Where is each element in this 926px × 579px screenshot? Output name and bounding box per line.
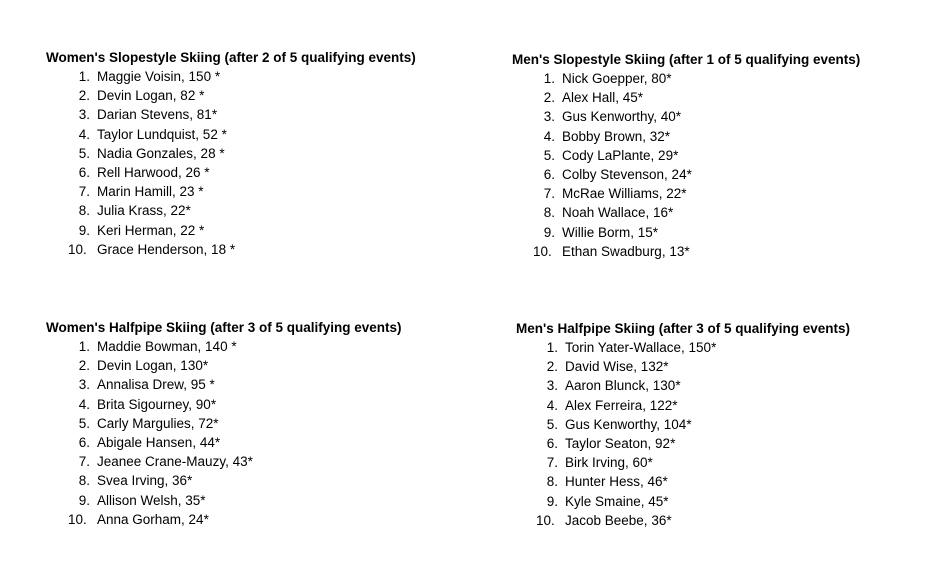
- athlete-entry: Cody LaPlante, 29*: [562, 147, 679, 163]
- list-item: [533, 69, 860, 88]
- list-item: [536, 453, 850, 472]
- women-halfpipe-section: [46, 320, 402, 529]
- athlete-entry: Alex Hall, 45*: [562, 90, 644, 106]
- men-halfpipe-title: Men's Halfpipe Skiing (after 3 of 5 qualifying events): [516, 321, 851, 336]
- list-item: [68, 491, 402, 510]
- rank-number: 9.: [78, 492, 90, 508]
- athlete-entry: Abigale Hansen, 44*: [97, 434, 221, 450]
- list-item: [536, 434, 850, 453]
- rank-number: 4.: [78, 396, 90, 412]
- athlete-entry: Noah Wallace, 16*: [562, 205, 674, 221]
- rank-number: 1.: [78, 339, 90, 354]
- rank-number: 9.: [543, 224, 555, 240]
- rank-number: 10.: [68, 511, 87, 527]
- list-item: [533, 107, 860, 126]
- athlete-entry: Marin Hamill, 23 *: [97, 184, 204, 200]
- list-item: [533, 242, 860, 261]
- rank-number: 5.: [78, 145, 90, 161]
- rank-number: 3.: [78, 377, 90, 393]
- athlete-entry: Alex Ferreira, 122*: [565, 397, 678, 413]
- list-item: [68, 452, 402, 471]
- list-item: [68, 356, 402, 375]
- athlete-entry: Allison Welsh, 35*: [97, 492, 206, 508]
- rank-number: 6.: [78, 434, 90, 450]
- list-item: [68, 414, 402, 433]
- list-item: [536, 376, 850, 395]
- list-item: [68, 67, 416, 86]
- list-item: [68, 221, 416, 240]
- list-item: [68, 125, 416, 144]
- rank-number: 2.: [546, 359, 558, 375]
- athlete-entry: Nick Goepper, 80*: [562, 71, 672, 86]
- athlete-entry: David Wise, 132*: [565, 359, 669, 375]
- rank-number: 2.: [543, 90, 555, 106]
- athlete-entry: Maddie Bowman, 140 *: [97, 339, 237, 354]
- list-item: [68, 201, 416, 220]
- rank-number: 2.: [78, 88, 90, 104]
- rank-number: 10.: [536, 512, 555, 528]
- rank-number: 8.: [546, 474, 558, 490]
- list-item: [533, 223, 860, 242]
- rank-number: 9.: [78, 222, 90, 238]
- list-item: [533, 203, 860, 222]
- men-halfpipe-list: [516, 338, 850, 530]
- list-item: [533, 165, 860, 184]
- athlete-entry: Devin Logan, 82 *: [97, 88, 205, 104]
- athlete-entry: Carly Margulies, 72*: [97, 415, 219, 431]
- list-item: [536, 396, 850, 415]
- rank-number: 2.: [78, 358, 90, 374]
- list-item: [533, 146, 860, 165]
- women-halfpipe-title: Women's Halfpipe Skiing (after 3 of 5 qualifying events): [46, 320, 402, 335]
- athlete-entry: Colby Stevenson, 24*: [562, 166, 692, 182]
- list-item: [68, 337, 402, 356]
- rank-number: 1.: [543, 71, 555, 86]
- rank-number: 10.: [533, 243, 552, 259]
- rank-number: 4.: [78, 126, 90, 142]
- athlete-entry: Taylor Seaton, 92*: [565, 435, 676, 451]
- list-item: [68, 105, 416, 124]
- list-item: [536, 338, 850, 357]
- rank-number: 4.: [543, 128, 555, 144]
- athlete-entry: Darian Stevens, 81*: [97, 107, 218, 123]
- list-item: [533, 88, 860, 107]
- list-item: [536, 415, 850, 434]
- list-item: [68, 471, 402, 490]
- athlete-entry: Hunter Hess, 46*: [565, 474, 668, 490]
- athlete-entry: Nadia Gonzales, 28 *: [97, 145, 225, 161]
- list-item: [533, 184, 860, 203]
- rank-number: 9.: [546, 493, 558, 509]
- list-item: [68, 433, 402, 452]
- athlete-entry: McRae Williams, 22*: [562, 186, 687, 202]
- men-slopestyle-section: [512, 52, 860, 261]
- athlete-entry: Devin Logan, 130*: [97, 358, 209, 374]
- athlete-entry: Annalisa Drew, 95 *: [97, 377, 215, 393]
- athlete-entry: Jeanee Crane-Mauzy, 43*: [97, 454, 253, 470]
- rank-number: 6.: [546, 435, 558, 451]
- rank-number: 5.: [543, 147, 555, 163]
- list-item: [68, 375, 402, 394]
- rank-number: 3.: [546, 378, 558, 394]
- rank-number: 7.: [543, 186, 555, 202]
- women-slopestyle-section: [46, 50, 416, 259]
- men-slopestyle-title: Men's Slopestyle Skiing (after 1 of 5 qualifying events): [512, 52, 861, 67]
- athlete-entry: Aaron Blunck, 130*: [565, 378, 681, 394]
- rank-number: 1.: [546, 340, 558, 355]
- list-item: [68, 240, 416, 259]
- athlete-entry: Kyle Smaine, 45*: [565, 493, 669, 509]
- list-item: [68, 395, 402, 414]
- athlete-entry: Torin Yater-Wallace, 150*: [565, 340, 717, 355]
- list-item: [68, 163, 416, 182]
- list-item: [68, 510, 402, 529]
- rank-number: 3.: [543, 109, 555, 125]
- athlete-entry: Taylor Lundquist, 52 *: [97, 126, 227, 142]
- athlete-entry: Bobby Brown, 32*: [562, 128, 671, 144]
- athlete-entry: Anna Gorham, 24*: [97, 511, 209, 527]
- rank-number: 8.: [543, 205, 555, 221]
- women-slopestyle-title: Women's Slopestyle Skiing (after 2 of 5 qualifying events): [46, 50, 416, 65]
- rank-number: 5.: [546, 416, 558, 432]
- rank-number: 4.: [546, 397, 558, 413]
- men-slopestyle-list: [512, 69, 860, 261]
- athlete-entry: Ethan Swadburg, 13*: [562, 243, 690, 259]
- men-halfpipe-section: [516, 321, 850, 530]
- athlete-entry: Grace Henderson, 18 *: [97, 241, 236, 257]
- list-item: [68, 86, 416, 105]
- list-item: [536, 492, 850, 511]
- rank-number: 6.: [78, 164, 90, 180]
- athlete-entry: Jacob Beebe, 36*: [565, 512, 672, 528]
- athlete-entry: Gus Kenworthy, 40*: [562, 109, 682, 125]
- rank-number: 7.: [78, 454, 90, 470]
- rank-number: 8.: [78, 203, 90, 219]
- athlete-entry: Willie Borm, 15*: [562, 224, 659, 240]
- athlete-entry: Maggie Voisin, 150 *: [97, 69, 221, 84]
- rank-number: 3.: [78, 107, 90, 123]
- athlete-entry: Birk Irving, 60*: [565, 455, 653, 471]
- athlete-entry: Gus Kenworthy, 104*: [565, 416, 692, 432]
- rank-number: 1.: [78, 69, 90, 84]
- rank-number: 8.: [78, 473, 90, 489]
- women-halfpipe-list: [46, 337, 402, 529]
- rank-number: 6.: [543, 166, 555, 182]
- athlete-entry: Julia Krass, 22*: [97, 203, 191, 219]
- list-item: [536, 511, 850, 530]
- athlete-entry: Brita Sigourney, 90*: [97, 396, 217, 412]
- rank-number: 10.: [68, 241, 87, 257]
- athlete-entry: Keri Herman, 22 *: [97, 222, 205, 238]
- rank-number: 7.: [546, 455, 558, 471]
- list-item: [533, 127, 860, 146]
- list-item: [536, 357, 850, 376]
- list-item: [68, 182, 416, 201]
- rank-number: 5.: [78, 415, 90, 431]
- women-slopestyle-list: [46, 67, 416, 259]
- list-item: [68, 144, 416, 163]
- athlete-entry: Svea Irving, 36*: [97, 473, 193, 489]
- list-item: [536, 472, 850, 491]
- athlete-entry: Rell Harwood, 26 *: [97, 164, 210, 180]
- rank-number: 7.: [78, 184, 90, 200]
